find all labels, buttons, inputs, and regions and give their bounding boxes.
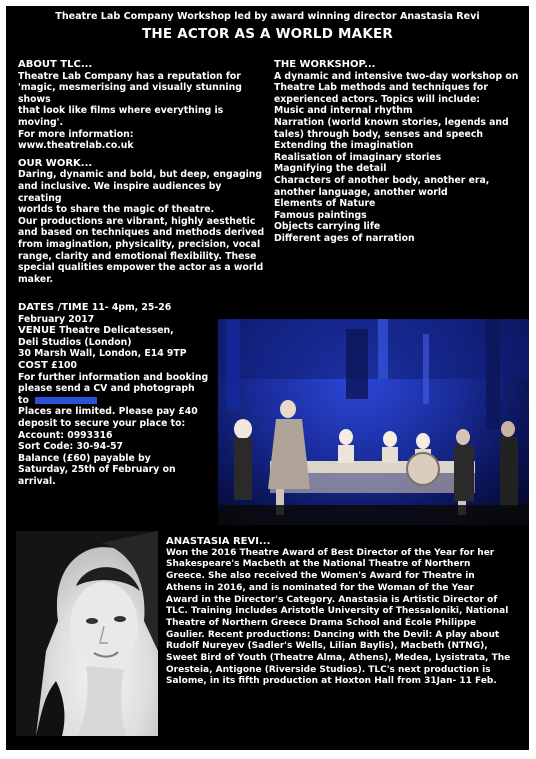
bio-line: Theatre of Northern Greece Drama School and École Philippe bbox=[166, 617, 477, 628]
bio-line: TLC. Training includes Aristotle University of Thessaloniki, National bbox=[166, 606, 509, 617]
about-heading: ABOUT TLC... bbox=[18, 59, 93, 70]
workshop-topic: Objects carrying life bbox=[274, 221, 381, 233]
dates-value: 11- 4pm, 25-26 bbox=[88, 302, 172, 313]
workshop-topic: another language, another world bbox=[274, 186, 448, 198]
about-line: For more information: bbox=[18, 128, 134, 140]
workshop-line: Theatre Lab methods and techniques for bbox=[274, 82, 488, 94]
our-work-line: and inclusive. We inspire audiences by creating bbox=[18, 180, 222, 204]
bio-line: Athens in 2016, and is nominated for the Woman of the Year bbox=[166, 582, 474, 593]
workshop-topic: Characters of another body, another era, bbox=[274, 174, 490, 186]
venue-address-line: Deli Studios (London) bbox=[18, 336, 132, 348]
bio-line: Gaulier. Recent productions: Dancing with the Devil: A play about bbox=[166, 629, 500, 640]
portrait-photo bbox=[16, 531, 158, 736]
details-column bbox=[18, 302, 218, 488]
our-work-line: from imagination, physicality, precision, vocal bbox=[18, 238, 261, 250]
our-work-line: worlds to share the magic of theatre. bbox=[18, 204, 215, 216]
bio-line: Oresteia, Antigone (Riverside Studios). TLC's next production is bbox=[166, 664, 491, 675]
portrait-illustration bbox=[16, 531, 158, 736]
our-work-line: and based on techniques and methods derived bbox=[18, 227, 265, 239]
payment-line: arrival. bbox=[18, 475, 56, 487]
bio-line: Won the 2016 Theatre Award of Best Director of the Year for her bbox=[166, 547, 495, 558]
workshop-line: experienced actors. Topics will include: bbox=[274, 93, 480, 105]
workshop-line: A dynamic and intensive two-day workshop on bbox=[274, 70, 519, 82]
workshop-topic: Magnifying the detail bbox=[274, 163, 387, 175]
our-work-heading: OUR WORK... bbox=[18, 157, 93, 169]
booking-info-line: please send a CV and photograph bbox=[18, 383, 195, 395]
email-link[interactable] bbox=[35, 397, 97, 404]
workshop-topic: Famous paintings bbox=[274, 209, 367, 221]
to-label: to bbox=[18, 394, 29, 406]
dates-value-2: February 2017 bbox=[18, 313, 95, 325]
our-work-line: range, clarity and emotional flexibility. These bbox=[18, 250, 257, 262]
email-line bbox=[18, 395, 218, 407]
payment-line: deposit to secure your place to: bbox=[18, 417, 186, 429]
workshop-topic: Different ages of narration bbox=[274, 232, 415, 244]
our-work-line: maker. bbox=[18, 273, 53, 285]
bio-line: Shakespeare's Macbeth at the National Theatre of Northern bbox=[166, 559, 471, 570]
venue-value: Theatre Delicatessen, bbox=[55, 325, 174, 337]
cost-value: £100 bbox=[47, 359, 77, 371]
stage-scene-illustration bbox=[218, 319, 529, 525]
bio-line: Salome, in its fifth production at Hoxton Hall from 31Jan- 11 Feb. bbox=[166, 676, 497, 687]
bio-heading: ANASTASIA REVI... bbox=[166, 536, 271, 547]
dates-line bbox=[18, 302, 218, 314]
account-number: Account: 0993316 bbox=[18, 429, 113, 441]
website-link[interactable]: www.theatrelab.co.uk bbox=[18, 140, 134, 152]
workshop-heading: THE WORKSHOP... bbox=[274, 59, 376, 70]
bio-line: Rudolf Nureyev (Sadler's Wells, Lilian Baylis), Macbeth (NTNG), bbox=[166, 641, 488, 652]
payment-line: Saturday, 25th of February on bbox=[18, 464, 176, 476]
header-subtitle: Theatre Lab Company Workshop led by award winning director Anastasia Revi bbox=[55, 11, 480, 22]
workshop-topic: Music and internal rhythm bbox=[274, 105, 413, 117]
cost-label: COST bbox=[18, 359, 48, 371]
dates-label: DATES /TIME bbox=[18, 302, 89, 313]
sort-code: Sort Code: 30-94-57 bbox=[18, 441, 124, 453]
payment-line: Places are limited. Please pay £40 bbox=[18, 406, 198, 418]
stage-photo bbox=[218, 319, 529, 525]
venue-line bbox=[18, 325, 218, 337]
payment-line: Balance (£60) payable by bbox=[18, 452, 151, 464]
poster bbox=[6, 6, 529, 750]
workshop-topic: Extending the imagination bbox=[274, 140, 414, 152]
venue-label: VENUE bbox=[18, 325, 56, 337]
bio-line: Greece. She also received the Women's Award for Theatre in bbox=[166, 571, 475, 582]
about-line: 'magic, mesmerising and visually stunning shows bbox=[18, 82, 242, 105]
workshop-topic: Narration (world known stories, legends and bbox=[274, 116, 509, 128]
venue-address-line: 30 Marsh Wall, London, E14 9TP bbox=[18, 348, 187, 360]
poster-title: THE ACTOR AS A WORLD MAKER bbox=[141, 26, 393, 42]
cost-line bbox=[18, 360, 218, 372]
right-column bbox=[274, 59, 524, 245]
workshop-topic: Elements of Nature bbox=[274, 198, 376, 210]
bio-line: Award in the Director's Category. Anastasia is Artistic Director of bbox=[166, 594, 498, 605]
our-work-line: Our productions are vibrant, highly aesthetic bbox=[18, 215, 256, 227]
our-work-line: special qualities empower the actor as a world bbox=[18, 262, 264, 274]
bio-section bbox=[166, 536, 526, 688]
workshop-topic: tales) through body, senses and speech bbox=[274, 128, 483, 140]
about-line: Theatre Lab Company has a reputation for bbox=[18, 70, 241, 82]
workshop-topic: Realisation of imaginary stories bbox=[274, 151, 442, 163]
booking-info-line: For further information and booking bbox=[18, 371, 209, 383]
left-column bbox=[18, 59, 268, 285]
our-work-line: Daring, dynamic and bold, but deep, engaging bbox=[18, 169, 263, 181]
about-line: that look like films where everything is moving'. bbox=[18, 105, 224, 128]
bio-line: Sweet Bird of Youth (Theatre Alma, Athens), Medea, Lysistrata, The bbox=[166, 653, 511, 664]
